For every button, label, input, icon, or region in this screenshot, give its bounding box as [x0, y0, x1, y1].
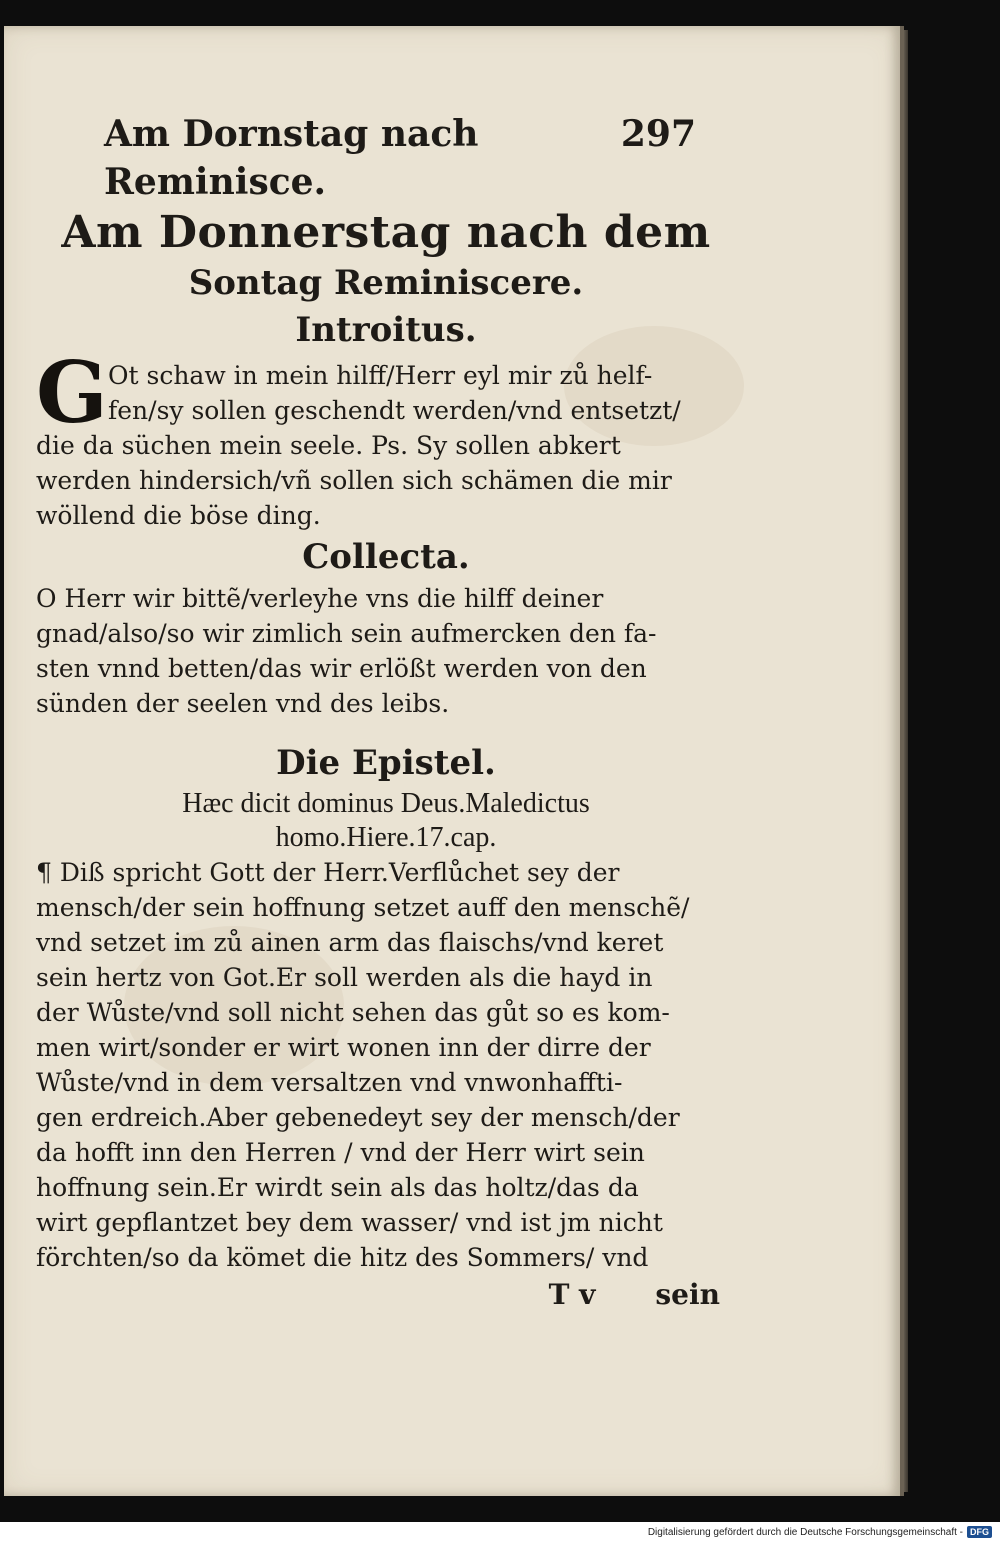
text-line: vnd setzet im zů ainen arm das flaischs/vnd keret	[36, 928, 664, 957]
text-line: wirt gepflantzet bey dem wasser/ vnd ist jm nicht	[36, 1208, 663, 1237]
page-number: 297	[620, 113, 696, 155]
text-line: sünden der seelen vnd des leibs.	[36, 689, 450, 718]
text-line: Ot schaw in mein hilff/Herr eyl mir zů helf-	[108, 361, 653, 390]
text-line: da hofft inn den Herren / vnd der Herr wirt sein	[36, 1138, 645, 1167]
title-line-2: Sontag Reminiscere.	[188, 263, 584, 303]
introitus-text	[36, 358, 736, 533]
catchword: sein	[655, 1278, 720, 1311]
footer-credit: Digitalisierung gefördert durch die Deutsche Forschungsgemeinschaft -	[647, 1526, 963, 1538]
dfg-logo: DFG	[967, 1526, 992, 1538]
collecta-text	[36, 581, 736, 721]
dropcap-letter: G	[36, 343, 108, 442]
text-line: ¶ Diß spricht Gott der Herr.Verflůchet sey der	[36, 858, 620, 887]
text-line: gnad/also/so wir zimlich sein aufmercken den fa-	[36, 619, 657, 648]
text-line: men wirt/sonder er wirt wonen inn der dirre der	[36, 1033, 651, 1062]
introitus-section	[36, 343, 736, 533]
running-head-title: Am Dornstag nach Reminisce.	[104, 113, 479, 203]
signature-mark: T v	[548, 1278, 596, 1311]
collecta-heading: Collecta.	[302, 537, 470, 577]
catchwords-line	[36, 1275, 736, 1315]
text-line: der Wůste/vnd soll nicht sehen das gůt so es kom-	[36, 998, 670, 1027]
text-line: O Herr wir bittẽ/verleyhe vns die hilff deiner	[36, 584, 604, 613]
text-line: fen/sy sollen geschendt werden/vnd entsetzt/	[108, 396, 681, 425]
text-line: gen erdreich.Aber gebenedeyt sey der mensch/der	[36, 1103, 680, 1132]
page-text	[36, 110, 736, 1315]
text-line: sten vnnd betten/das wir erlößt werden von den	[36, 654, 647, 683]
text-line: die da süchen mein seele. Ps. Sy sollen abkert	[36, 431, 621, 460]
text-line: werden hindersich/vñ sollen sich schämen die mir	[36, 466, 672, 495]
title-line-1: Am Donnerstag nach dem	[61, 207, 711, 258]
text-line: wöllend die böse ding.	[36, 501, 321, 530]
introitus-heading: Introitus.	[295, 310, 477, 350]
text-line: hoffnung sein.Er wirdt sein als das holtz/das da	[36, 1173, 639, 1202]
text-line: Wůste/vnd in dem versaltzen vnd vnwonhaffti-	[36, 1068, 623, 1097]
text-line: förchten/so da kömet die hitz des Sommers/ vnd	[36, 1243, 649, 1272]
running-head	[36, 110, 736, 206]
latin-incipit-line-1: Hæc dicit dominus Deus.Maledictus	[182, 788, 590, 819]
latin-incipit-line-2: homo.Hiere.17.cap.	[275, 822, 497, 853]
text-line: mensch/der sein hoffnung setzet auff den menschẽ/	[36, 893, 690, 922]
epistel-heading: Die Epistel.	[276, 743, 496, 783]
text-line: sein hertz von Got.Er soll werden als die hayd in	[36, 963, 653, 992]
epistel-text	[36, 855, 736, 1275]
digitization-footer	[0, 1522, 1000, 1542]
